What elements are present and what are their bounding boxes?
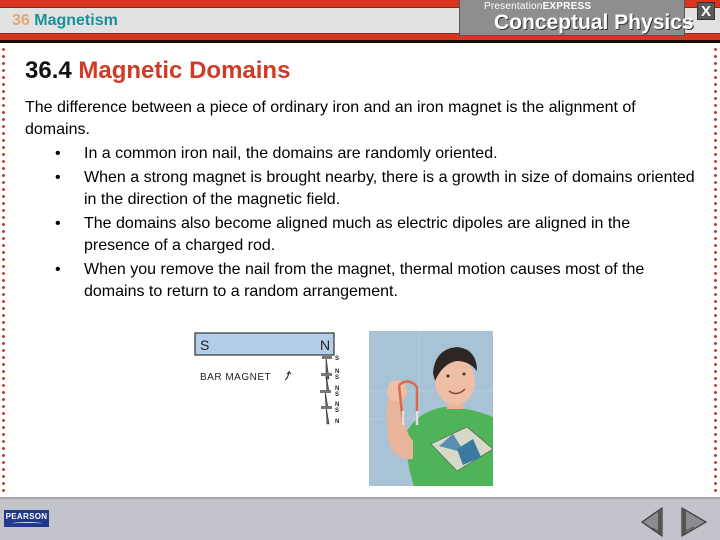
brand-title: Conceptual Physics [494, 11, 694, 34]
footer-bar [0, 497, 720, 540]
nail-pole: S [335, 375, 340, 381]
section-title: Magnetic Domains [78, 57, 291, 84]
bullet-icon: • [55, 261, 61, 278]
nail-pole: S [335, 392, 340, 398]
magnet-pole-n: N [320, 337, 331, 353]
photo-boy-with-magnet [369, 331, 493, 486]
chapter-title [12, 10, 118, 32]
slide-title [25, 56, 290, 86]
bar-magnet-shape [195, 333, 334, 355]
brand-prefix-text: Presentation [484, 1, 543, 12]
pearson-logo-text: PEARSON [5, 512, 48, 521]
close-button[interactable]: X [697, 2, 715, 20]
nail-pole: N [335, 369, 340, 375]
brand-logo [459, 0, 694, 36]
bullet-text: When a strong magnet is brought nearby, there is a growth in size of domains oriented in the direction of the magnetic field. [84, 169, 695, 208]
bullet-item [55, 259, 695, 303]
header-bar [0, 0, 720, 42]
header-divider [0, 40, 720, 43]
bullet-text: When you remove the nail from the magnet, thermal motion causes most of the domains to return to a random arrangement. [84, 261, 645, 300]
bullet-icon: • [55, 169, 61, 186]
bar-magnet-diagram [193, 330, 353, 430]
swoosh-icon [12, 522, 42, 525]
photo-illustration [369, 331, 493, 486]
nail-pole: N [335, 402, 340, 408]
bullet-item [55, 143, 695, 165]
chapter-name: Magnetism [34, 12, 118, 29]
magnet-pole-s: S [200, 337, 210, 353]
previous-slide-button[interactable] [638, 506, 670, 538]
nail-pole: N [335, 419, 340, 425]
arrow-icon [285, 372, 291, 380]
bullet-text: The domains also become aligned much as electric dipoles are aligned in the presence of a charged rod. [84, 215, 631, 254]
brand-prefix-bold: EXPRESS [542, 1, 592, 12]
next-slide-button[interactable] [678, 506, 710, 538]
intro-paragraph: The difference between a piece of ordinary iron and an iron magnet is the alignment of domains. [25, 99, 636, 138]
pearson-logo [4, 510, 49, 527]
bullet-text: In a common iron nail, the domains are randomly oriented. [84, 145, 498, 162]
dotted-border-left [1, 46, 6, 496]
bullet-item [55, 167, 695, 211]
nail-pole: S [335, 408, 340, 414]
bullet-icon: • [55, 215, 61, 232]
chapter-number: 36 [12, 12, 30, 29]
dotted-border-right [713, 46, 718, 496]
magnet-label: BAR MAGNET [200, 372, 272, 383]
bullet-item [55, 213, 695, 257]
section-number: 36.4 [25, 57, 72, 84]
bullet-list [55, 143, 695, 303]
slide-body [25, 97, 695, 305]
nail-chain [320, 356, 332, 424]
nail-pole: N [335, 386, 340, 392]
bullet-icon: • [55, 145, 61, 162]
nail-pole: S [335, 356, 340, 362]
